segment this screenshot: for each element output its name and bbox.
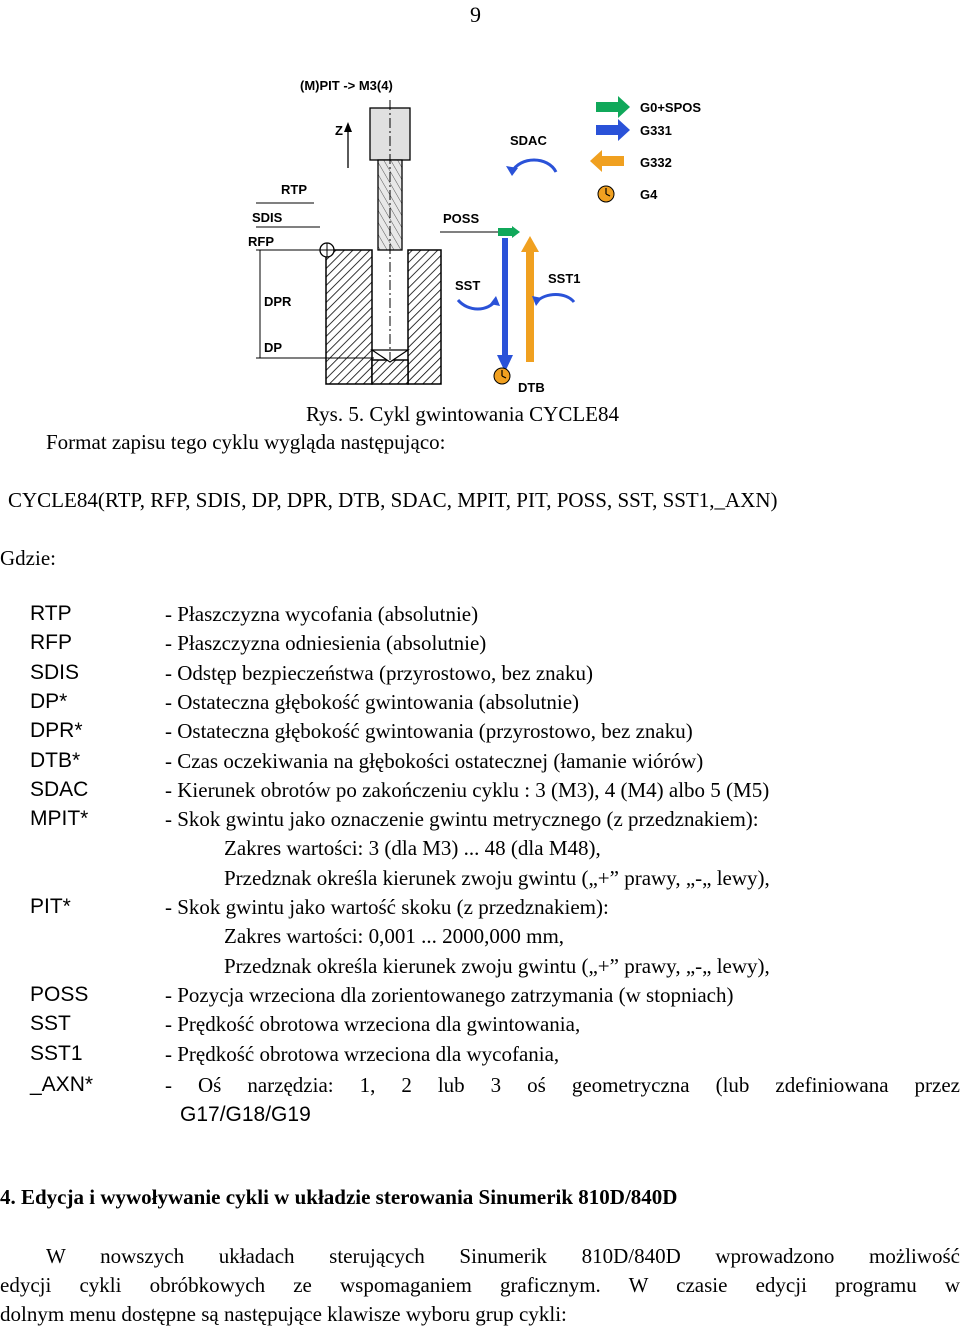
dtb-clock-icon [494,368,510,384]
parameter-row [0,749,960,778]
parameter-row [0,807,960,836]
blue-arrow-icon [596,125,618,135]
param-desc: - Skok gwintu jako wartość skoku (z przedznakiem): [165,895,609,919]
param-desc-continuation: Zakres wartości: 3 (dla M3) ... 48 (dla M48), [224,836,601,860]
poss-green-arrow [498,228,512,236]
parameter-row [0,866,960,895]
label-rtp: RTP [281,182,307,197]
label-sdac: SDAC [510,133,547,148]
orange-arrow-icon [602,156,624,166]
param-desc: - Prędkość obrotowa wrzeciona dla wycofania, [165,1042,560,1066]
section-heading: 4. Edycja i wywoływanie cykli w układzie sterowania Sinumerik 810D/840D [0,1185,678,1209]
param-code: DTB* [30,749,81,772]
param-code: SST [30,1012,71,1035]
param-code: DP* [30,690,68,713]
g332-arrow [526,248,534,362]
cycle-syntax: CYCLE84(RTP, RFP, SDIS, DP, DPR, DTB, SDAC, MPIT, PIT, POSS, SST, SST1,_AXN) [8,488,778,512]
parameter-row [0,895,960,924]
label-dpr: DPR [264,294,292,309]
parameter-row [0,690,960,719]
label-dp: DP [264,340,283,355]
parameter-row [0,924,960,953]
clock-icon [598,186,614,202]
legend-g4: G4 [640,187,658,202]
parameter-row [0,954,960,983]
param-code: RTP [30,602,72,625]
label-sdis: SDIS [252,210,283,225]
label-mpit: (M)PIT -> M3(4) [300,78,393,93]
label-sst: SST [455,278,481,293]
paragraph-line-1: W nowszych układach sterujących Sinumerik 810D/840D wprowadzono możliwość [46,1244,960,1268]
sdac-rotation-arrow [512,160,556,172]
parameter-row [0,1042,960,1071]
parameter-row [0,661,960,690]
param-desc: - Kierunek obrotów po zakończeniu cyklu : 3 (M3), 4 (M4) albo 5 (M5) [165,778,770,802]
workpiece-bottom [372,360,408,384]
param-desc: - Skok gwintu jako oznaczenie gwintu metrycznego (z przedznakiem): [165,807,759,831]
parameter-row [0,719,960,748]
label-sst1: SST1 [548,271,581,286]
green-arrow-icon [596,102,618,112]
parameter-row [0,836,960,865]
paragraph-line-2: edycji cykli obróbkowych ze wspomaganiem graficznym. W czasie edycji programu w [0,1273,960,1297]
legend-g0spos: G0+SPOS [640,100,702,115]
page-number: 9 [470,2,481,27]
where-label: Gdzie: [0,546,56,570]
param-desc-continuation: Przedznak określa kierunek zwoju gwintu („+” prawy, „-„ lewy), [224,866,770,890]
param-code-axn: _AXN* [30,1073,94,1096]
param-code: POSS [30,983,89,1006]
param-desc: - Ostateczna głębokość gwintowania (przyrostowo, bez znaku) [165,719,693,743]
param-desc: - Prędkość obrotowa wrzeciona dla gwintowania, [165,1012,581,1036]
param-desc: - Czas oczekiwania na głębokości ostatecznej (łamanie wiórów) [165,749,704,773]
param-code: DPR* [30,719,83,742]
parameter-row [0,1012,960,1041]
param-desc: - Pozycja wrzeciona dla zorientowanego zatrzymania (w stopniach) [165,983,734,1007]
label-z: Z [335,123,343,138]
param-desc: - Płaszczyzna odniesienia (absolutnie) [165,631,487,655]
label-dtb: DTB [518,380,545,395]
param-desc-continuation: Zakres wartości: 0,001 ... 2000,000 mm, [224,924,565,948]
figure-caption: Rys. 5. Cykl gwintowania CYCLE84 [306,402,619,426]
parameter-row [0,602,960,631]
label-poss: POSS [443,211,480,226]
legend [590,96,701,202]
legend-g332: G332 [640,155,672,170]
g331-arrow [502,238,508,360]
intro-text: Format zapisu tego cyklu wygląda następująco: [46,430,446,454]
param-code: SDAC [30,778,89,801]
tap-tool [370,100,410,360]
param-desc-axn: - Oś narzędzia: 1, 2 lub 3 oś geometryczna (lub zdefiniowana przez [165,1073,960,1097]
param-desc: - Odstęp bezpieczeństwa (przyrostowo, bez znaku) [165,661,593,685]
label-rfp: RFP [248,234,274,249]
parameter-row [0,778,960,807]
param-desc-axn-cont: G17/G18/G19 [180,1103,311,1126]
param-desc: - Ostateczna głębokość gwintowania (absolutnie) [165,690,580,714]
parameter-row [0,983,960,1012]
param-code: RFP [30,631,72,654]
param-code: SST1 [30,1042,83,1065]
param-code: PIT* [30,895,71,918]
param-code: MPIT* [30,807,89,830]
legend-g331: G331 [640,123,672,138]
workpiece-right [408,250,441,384]
tapping-cycle-diagram [0,0,960,400]
param-code: SDIS [30,661,80,684]
parameter-row [0,631,960,660]
paragraph-line-3: dolnym menu dostępne są następujące klawisze wyboru grup cykli: [0,1302,567,1326]
workpiece-left [326,250,372,384]
param-desc-continuation: Przedznak określa kierunek zwoju gwintu („+” prawy, „-„ lewy), [224,954,770,978]
param-desc: - Płaszczyzna wycofania (absolutnie) [165,602,479,626]
